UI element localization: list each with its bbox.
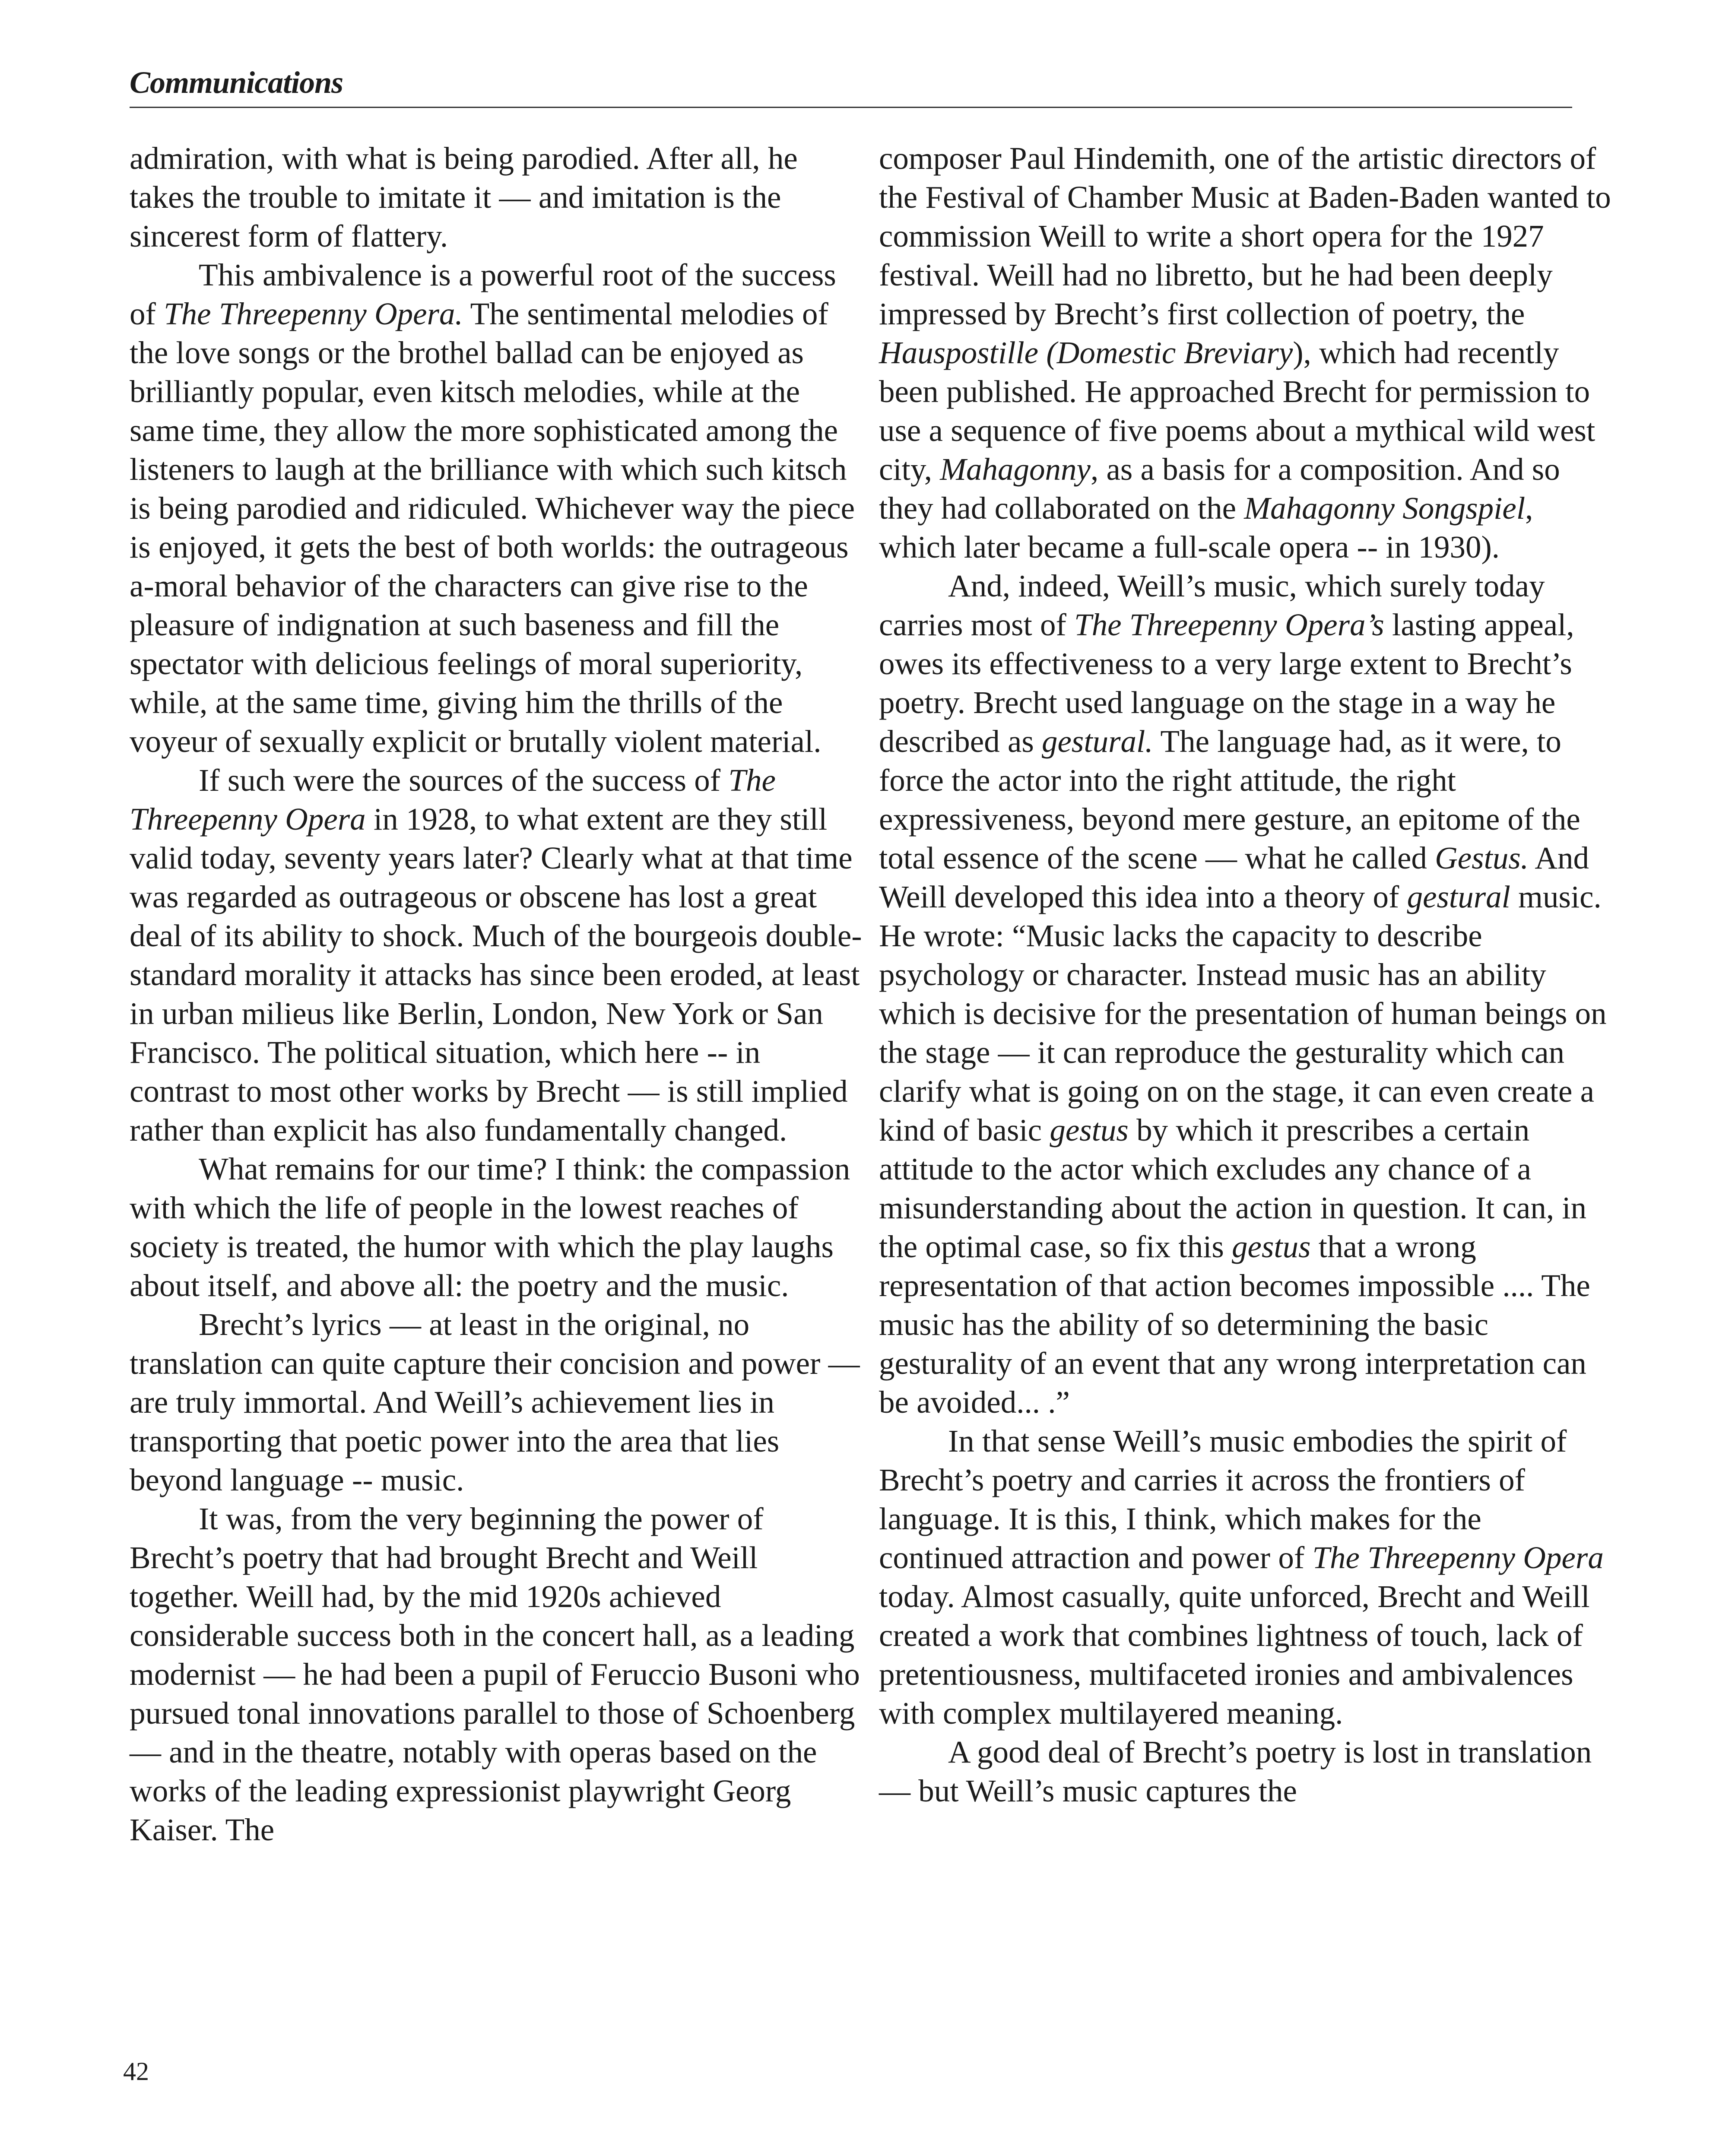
paragraph — [130, 256, 864, 761]
paragraph — [879, 1733, 1613, 1810]
paragraph-text: in 1928, to what extent are they still valid today, seventy years later? Clearly what at that time was regarded as outrageous or obscene has lost a great deal of its ability to shock. Much of the bourgeois double-standard morality it attacks has since been eroded, at least in urban milieus like Berlin, London, New York or San Francisco. The political situation, which here -- in contrast to most other works by Brecht — is still implied rather than explicit has also fundamentally changed. — [130, 802, 862, 1148]
paragraph-text: A good deal of Brecht’s poetry is lost in translation — but Weill’s music captures the — [879, 1734, 1592, 1808]
term-italic: gestus — [1232, 1229, 1311, 1264]
paragraph-text: that a wrong representation of that action becomes impossible .... The music has the ability of so determining the basic gesturality of an event that any wrong interpretation can be avoided... .” — [879, 1229, 1590, 1420]
paragraph-text: This ambivalence is a powerful root of the success of — [130, 257, 836, 331]
title-italic: The Threepenny Opera — [130, 763, 776, 837]
right-column — [879, 139, 1613, 1810]
paragraph — [130, 139, 864, 256]
paragraph-text: by which it prescribes a certain attitude to the actor which excludes any chance of a misunderstanding about the action in question. It can, in the optimal case, so fix this — [879, 1113, 1587, 1264]
term-italic: Gestus. — [1435, 840, 1529, 875]
paragraph — [879, 1422, 1613, 1733]
paragraph-text: It was, from the very beginning the power of Brecht’s poetry that had brought Brecht and Weill together. Weill had, by the mid 1920s achieved considerable success both in the concert hall, as a leading modernist — he had been a pupil of Feruccio Busoni who pursued tonal innovations parallel to those of Schoenberg — and in the theatre, notably with operas based on the works of the leading expressionist playwright Georg Kaiser. The — [130, 1501, 860, 1847]
title-italic: The Threepenny Opera’s — [1074, 607, 1384, 642]
paragraph-text: , which later became a full-scale opera -- in 1930). — [879, 491, 1533, 564]
paragraph-text: What remains for our time? I think: the compassion with which the life of people in the lowest reaches of society is treated, the humor with which the play laughs about itself, and above all: the poetry and the music. — [130, 1151, 850, 1303]
paragraph-text: And Weill developed this idea into a theory of — [879, 840, 1589, 914]
paragraph — [879, 567, 1613, 1422]
paragraph-text: admiration, with what is being parodied. After all, he takes the trouble to imitate it — and imitation is the sincerest form of flattery. — [130, 141, 798, 254]
paragraph-text: lasting appeal, owes its effectiveness to a very large extent to Brecht’s poetry. Brecht used language on the stage in a way he described as — [879, 607, 1574, 759]
title-italic: The Threepenny Opera. — [164, 296, 463, 331]
title-italic: Mahagonny Songspiel — [1244, 491, 1526, 526]
term-italic: gestural — [1407, 879, 1510, 914]
title-italic: Hauspostille (Domestic Breviary — [879, 335, 1293, 370]
title-italic: The Threepenny Opera — [1312, 1540, 1604, 1575]
running-header: Communications — [130, 65, 343, 100]
paragraph-text: composer Paul Hindemith, one of the artistic directors of the Festival of Chamber Music at Baden-Baden wanted to commission Weill to write a short opera for the 1927 festival. Weill had no libretto, but he had been deeply impressed by Brecht’s first collection of poetry, the — [879, 141, 1611, 331]
paragraph-text: If such were the sources of the success of — [199, 763, 729, 798]
paragraph-text: Brecht’s lyrics — at least in the original, no translation can quite capture their concision and power — are truly immortal. And Weill’s achievement lies in transporting that poetic power into the area that lies beyond language -- music. — [130, 1307, 860, 1497]
title-italic: Mahagonny — [940, 452, 1091, 487]
paragraph — [879, 139, 1613, 567]
paragraph-text: today. Almost casually, quite unforced, Brecht and Weill created a work that combines lightness of touch, lack of pretentiousness, multifaceted ironies and ambivalences with complex multilayered meaning. — [879, 1579, 1590, 1731]
paragraph — [130, 761, 864, 1150]
page-number: 42 — [123, 2057, 149, 2086]
left-column — [130, 139, 864, 1849]
paragraph-text: ), which had recently been published. He approached Brecht for permission to use a sequence of five poems about a mythical wild west city, — [879, 335, 1595, 487]
paragraph — [130, 1305, 864, 1500]
paragraph-text: The sentimental melodies of the love songs or the brothel ballad can be enjoyed as brilliantly popular, even kitsch melodies, while at the same time, they allow the more sophisticated among the listeners to laugh at the brilliance with which such kitsch is being parodied and ridiculed. Whichever way the piece is enjoyed, it gets the best of both worlds: the outrageous a-moral behavior of the characters can give rise to the pleasure of indignation at such baseness and fill the spectator with delicious feelings of moral superiority, while, at the same time, giving him the thrills of the voyeur of sexually explicit or brutally violent material. — [130, 296, 855, 759]
paragraph — [130, 1500, 864, 1849]
header-rule — [130, 107, 1572, 108]
paragraph-text: , as a basis for a composition. And so they had collaborated on the — [879, 452, 1560, 526]
paragraph-text: In that sense Weill’s music embodies the spirit of Brecht’s poetry and carries it across the frontiers of language. It is this, I think, which makes for the continued attraction and power of — [879, 1424, 1567, 1575]
term-italic: gestus — [1050, 1113, 1129, 1148]
paragraph — [130, 1150, 864, 1305]
paragraph-text: music. He wrote: “Music lacks the capacity to describe psychology or character. Instead music has an ability which is decisive for the presentation of human beings on the stage — it can reproduce the gesturality which can clarify what is going on on the stage, it can even create a kind of basic — [879, 879, 1607, 1148]
paragraph-text: The language had, as it were, to force the actor into the right attitude, the right expressiveness, beyond mere gesture, an epitome of the total essence of the scene — what he called — [879, 724, 1580, 875]
paragraph-text: And, indeed, Weill’s music, which surely today carries most of — [879, 568, 1545, 642]
term-italic: gestural. — [1042, 724, 1153, 759]
